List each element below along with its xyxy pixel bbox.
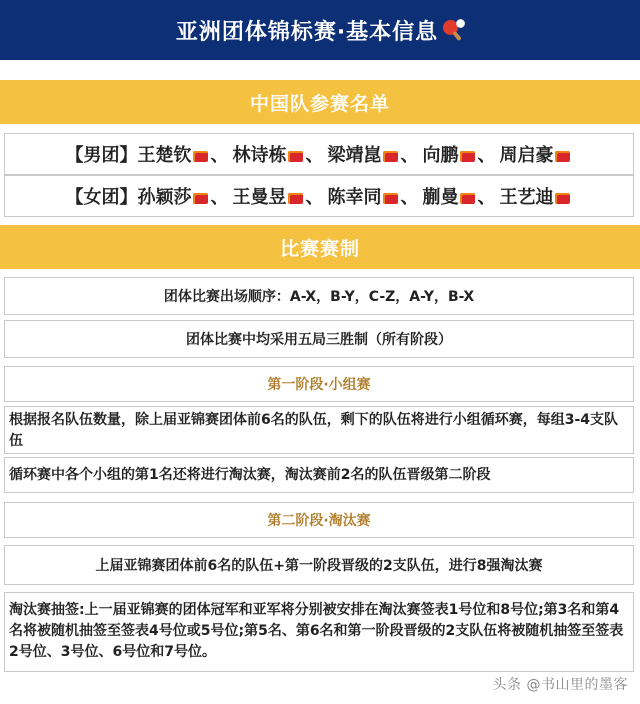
stage2-para1: 上届亚锦赛团体前6名的队伍+第一阶段晋级的2支队伍，进行8强淘汰赛 (95, 558, 543, 574)
stage2-para2: 淘汰赛抽签:上一届亚锦赛的团体冠军和亚军将分别被安排在淘汰赛签表1号位和8号位;第3名和第4名将被随机抽签至签表4号位或5号位;第5名、第6名和第一阶段晋级的2支队伍将被随机抽签至签表2号位、3号位、6号位和7号位。 (9, 602, 624, 660)
women-team-row (4, 175, 634, 217)
player-name: 梁靖崑 (327, 145, 382, 166)
player-name: 王曼昱 (232, 187, 287, 208)
china-flag-icon (193, 193, 208, 204)
player-name: 向鹏 (422, 145, 459, 166)
roster-heading-text: 中国队参赛名单 (249, 92, 390, 115)
page-header (0, 0, 640, 60)
player-name: 蒯曼 (422, 187, 459, 208)
china-flag-icon (383, 193, 398, 204)
women-player-list (138, 183, 573, 209)
women-team-label: 【女团】 (65, 187, 138, 208)
stage2-para1-box (4, 545, 634, 585)
player-name: 周启豪 (499, 145, 554, 166)
player-name: 林诗栋 (232, 145, 287, 166)
stage2-title-box (4, 502, 634, 538)
stage1-para1: 根据报名队伍数量，除上届亚锦赛团体前6名的队伍，剩下的队伍将进行小组循环赛，每组3-4支队伍 (9, 412, 619, 449)
name-separator: 、 (477, 187, 496, 208)
china-flag-icon (555, 151, 570, 162)
stage1-para2: 循环赛中各个小组的第1名还将进行淘汰赛，淘汰赛前2名的队伍晋级第二阶段 (9, 466, 491, 483)
stage1-title-box (4, 366, 634, 402)
match-order-text: 团体比赛出场顺序：A-X，B-Y，C-Z，A-Y，B-X (163, 289, 475, 305)
name-separator: 、 (477, 145, 496, 166)
china-flag-icon (193, 151, 208, 162)
player-name: 王艺迪 (499, 187, 554, 208)
format-heading-text: 比赛赛制 (279, 237, 360, 260)
china-flag-icon (460, 193, 475, 204)
china-flag-icon (555, 193, 570, 204)
men-team-row (4, 133, 634, 175)
china-flag-icon (383, 151, 398, 162)
format-heading (0, 225, 640, 269)
page-title: 亚洲团体锦标赛·基本信息 (175, 19, 439, 45)
player-name: 孙颖莎 (137, 187, 192, 208)
match-order-box (4, 277, 634, 315)
men-player-list (138, 141, 573, 167)
china-flag-icon (288, 151, 303, 162)
player-name: 陈幸同 (327, 187, 382, 208)
best-of-text: 团体比赛中均采用五局三胜制（所有阶段） (186, 332, 452, 348)
stage1-title: 第一阶段·小组赛 (267, 377, 371, 393)
table-tennis-icon (442, 19, 464, 41)
stage1-para2-box (4, 457, 634, 493)
name-separator: 、 (305, 145, 324, 166)
stage1-para1-box (4, 406, 634, 454)
name-separator: 、 (400, 187, 419, 208)
best-of-box (4, 320, 634, 358)
name-separator: 、 (305, 187, 324, 208)
name-separator: 、 (210, 187, 229, 208)
men-team-label: 【男团】 (65, 145, 138, 166)
watermark: 头条 @书山里的墨客 (492, 677, 628, 693)
name-separator: 、 (210, 145, 229, 166)
stage2-para2-box (4, 592, 634, 672)
name-separator: 、 (400, 145, 419, 166)
china-flag-icon (288, 193, 303, 204)
stage2-title: 第二阶段·淘汰赛 (267, 513, 371, 529)
roster-heading (0, 80, 640, 124)
player-name: 王楚钦 (137, 145, 192, 166)
china-flag-icon (460, 151, 475, 162)
